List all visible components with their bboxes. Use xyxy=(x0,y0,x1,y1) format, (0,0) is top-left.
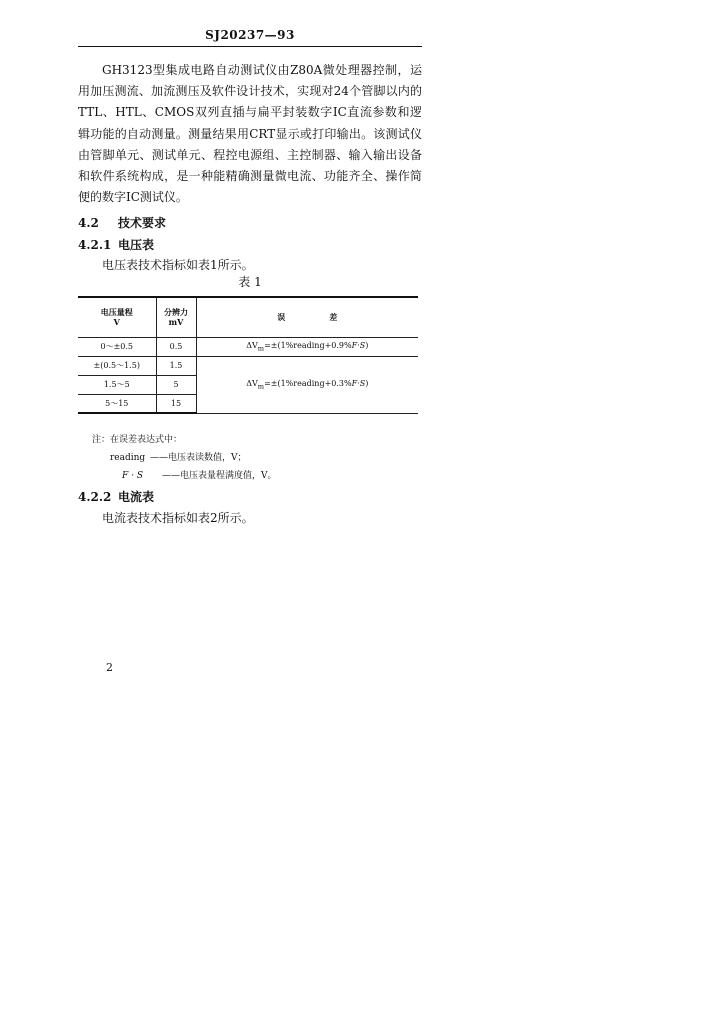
note-item-full-scale xyxy=(122,468,277,481)
section-4-2-heading xyxy=(78,214,166,231)
voltmeter-spec-table xyxy=(78,296,418,414)
header-error-char-a: 误 xyxy=(277,312,286,323)
table-row xyxy=(78,356,418,375)
table-row xyxy=(78,337,418,356)
header-error xyxy=(196,297,418,337)
resolution-cell: 1.5 xyxy=(156,356,196,375)
section-4-2-1-title: 电压表 xyxy=(118,238,155,252)
section-4-2-2-heading xyxy=(78,488,154,505)
section-4-2-2-title: 电流表 xyxy=(118,490,155,504)
header-voltage-range-unit: V xyxy=(113,317,120,328)
intro-paragraph: GH3123型集成电路自动测试仪由Z80A微处理器控制，运用加压测流、加流测压及软件设计技术，实现对24个管脚以内的TTL、HTL、CMOS双列直插与扁平封装数字IC直流参数和逻辑功能的自动测量。测量结果用CRT显示或打印输出。该测试仪由管脚单元、测试单元、程控电源组、主控制器、输入输出设备和软件系统构成，是一种能精确测量微电流、功能齐全、操作简便的数字IC测试仪。 xyxy=(78,63,422,205)
header-resolution-label: 分辨力 xyxy=(164,307,188,318)
header-voltage-range-label: 电压量程 xyxy=(100,307,133,318)
header-error-char-b: 差 xyxy=(329,312,338,323)
note-text: ——电压表量程满度值，V。 xyxy=(162,471,277,481)
note-text: ——电压表读数值，V； xyxy=(150,453,247,463)
table-1-caption: 表 1 xyxy=(238,275,262,289)
note-symbol: reading xyxy=(110,453,146,463)
header-resolution-unit: mV xyxy=(168,317,184,328)
section-4-2-2-body: 电流表技术指标如表2所示。 xyxy=(102,511,254,525)
section-4-2-1-heading xyxy=(78,236,154,253)
section-4-2-1-number: 4.2.1 xyxy=(78,238,112,252)
section-4-2-2-number: 4.2.2 xyxy=(78,490,112,504)
resolution-cell: 0.5 xyxy=(156,337,196,356)
section-4-2-number: 4.2 xyxy=(78,216,99,230)
header-resolution xyxy=(156,297,196,337)
page-number: 2 xyxy=(106,661,113,674)
section-4-2-title: 技术要求 xyxy=(118,216,167,230)
table-header-row xyxy=(78,297,418,337)
range-cell: 5～15 xyxy=(78,394,156,413)
range-cell: 1.5～5 xyxy=(78,375,156,394)
range-cell: ±(0.5～1.5) xyxy=(78,356,156,375)
resolution-cell: 5 xyxy=(156,375,196,394)
error-formula-cell: $\Delta V_m=\pm(1\%reading+0.9\%F\cdot S)$ xyxy=(196,337,418,356)
note-symbol: F · S xyxy=(122,471,143,481)
range-cell: 0～±0.5 xyxy=(78,337,156,356)
header-rule xyxy=(78,46,422,47)
resolution-cell: 15 xyxy=(156,394,196,413)
error-formula-cell: $\Delta V_m=\pm(1\%reading+0.3\%F\cdot S)$ xyxy=(196,356,418,413)
document-code-header: SJ20237—93 xyxy=(205,28,295,42)
section-4-2-1-body: 电压表技术指标如表1所示。 xyxy=(102,258,254,272)
note-item-reading xyxy=(110,450,247,463)
header-voltage-range xyxy=(78,297,156,337)
notes-intro: 注：在误差表达式中： xyxy=(92,435,183,445)
